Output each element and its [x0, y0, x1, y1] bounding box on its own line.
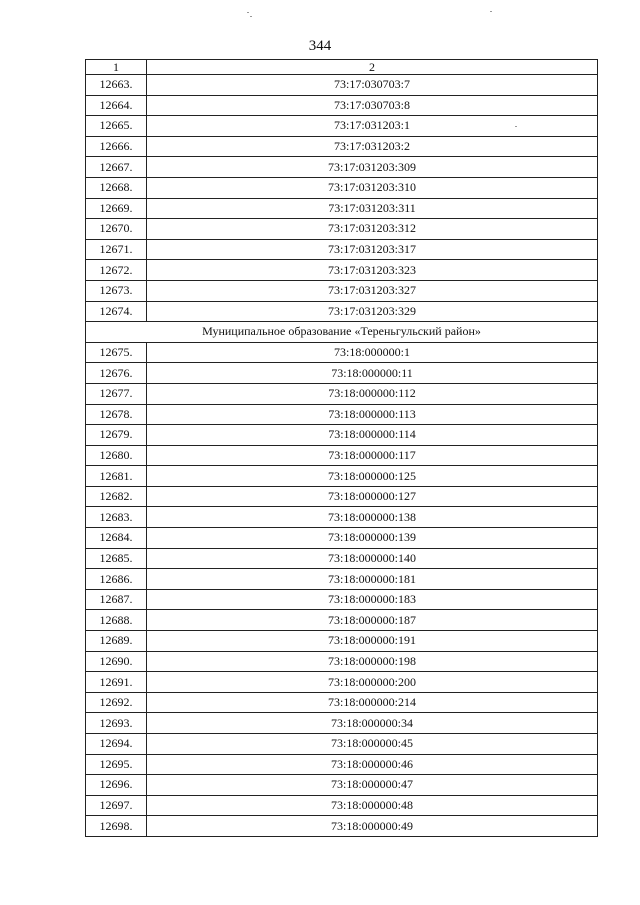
table-row — [86, 569, 598, 590]
row-number: 12685. — [86, 548, 147, 569]
table-row — [86, 219, 598, 240]
row-number: 12671. — [86, 239, 147, 260]
row-number: 12679. — [86, 425, 147, 446]
cadastral-number: 73:18:000000:1 — [147, 342, 598, 363]
row-number: 12663. — [86, 75, 147, 96]
cadastral-number: 73:17:031203:323 — [147, 260, 598, 281]
table-row — [86, 610, 598, 631]
table-row — [86, 713, 598, 734]
cadastral-number: 73:18:000000:48 — [147, 795, 598, 816]
table-row — [86, 116, 598, 137]
scan-speck — [490, 11, 492, 12]
table-row — [86, 136, 598, 157]
row-number: 12684. — [86, 528, 147, 549]
row-number: 12672. — [86, 260, 147, 281]
cadastral-number: 73:17:030703:8 — [147, 95, 598, 116]
table-row — [86, 198, 598, 219]
cadastral-number: 73:17:031203:1 — [147, 116, 598, 137]
table-row — [86, 486, 598, 507]
row-number: 12683. — [86, 507, 147, 528]
table-row — [86, 95, 598, 116]
section-row — [86, 322, 598, 343]
section-title: Муниципальное образование «Тереньгульский район» — [86, 322, 598, 343]
row-number: 12677. — [86, 383, 147, 404]
table-row — [86, 775, 598, 796]
row-number: 12670. — [86, 219, 147, 240]
cadastral-number: 73:17:031203:329 — [147, 301, 598, 322]
cadastral-number: 73:17:031203:327 — [147, 280, 598, 301]
cadastral-number: 73:18:000000:11 — [147, 363, 598, 384]
row-number: 12682. — [86, 486, 147, 507]
table-row — [86, 795, 598, 816]
row-number: 12693. — [86, 713, 147, 734]
row-number: 12665. — [86, 116, 147, 137]
cadastral-number: 73:18:000000:45 — [147, 734, 598, 755]
row-number: 12691. — [86, 672, 147, 693]
column-header-number: 1 — [86, 60, 147, 75]
table-row — [86, 631, 598, 652]
cadastral-number: 73:18:000000:187 — [147, 610, 598, 631]
table-row — [86, 75, 598, 96]
table-body — [86, 75, 598, 837]
row-number: 12681. — [86, 466, 147, 487]
cadastral-number: 73:18:000000:34 — [147, 713, 598, 734]
table-row — [86, 157, 598, 178]
cadastral-number: 73:17:031203:311 — [147, 198, 598, 219]
row-number: 12687. — [86, 589, 147, 610]
row-number: 12688. — [86, 610, 147, 631]
scan-speck — [515, 126, 517, 127]
table-row — [86, 466, 598, 487]
cadastral-number: 73:18:000000:125 — [147, 466, 598, 487]
table-row — [86, 363, 598, 384]
row-number: 12696. — [86, 775, 147, 796]
cadastral-number: 73:18:000000:127 — [147, 486, 598, 507]
row-number: 12694. — [86, 734, 147, 755]
row-number: 12686. — [86, 569, 147, 590]
cadastral-number: 73:18:000000:191 — [147, 631, 598, 652]
row-number: 12689. — [86, 631, 147, 652]
cadastral-number: 73:17:031203:309 — [147, 157, 598, 178]
table-row — [86, 507, 598, 528]
cadastral-number: 73:18:000000:47 — [147, 775, 598, 796]
cadastral-number: 73:18:000000:113 — [147, 404, 598, 425]
cadastral-number: 73:18:000000:183 — [147, 589, 598, 610]
row-number: 12675. — [86, 342, 147, 363]
table-row — [86, 425, 598, 446]
cadastral-number: 73:18:000000:198 — [147, 651, 598, 672]
table-row — [86, 528, 598, 549]
cadastral-number: 73:18:000000:114 — [147, 425, 598, 446]
table-row — [86, 672, 598, 693]
cadastral-number: 73:17:031203:310 — [147, 177, 598, 198]
cadastral-table — [85, 59, 598, 837]
cadastral-number: 73:17:031203:317 — [147, 239, 598, 260]
row-number: 12669. — [86, 198, 147, 219]
scan-speck — [250, 16, 252, 17]
row-number: 12692. — [86, 692, 147, 713]
table-header — [86, 60, 598, 75]
row-number: 12698. — [86, 816, 147, 837]
table-row — [86, 383, 598, 404]
cadastral-number: 73:18:000000:49 — [147, 816, 598, 837]
cadastral-number: 73:17:030703:7 — [147, 75, 598, 96]
table-row — [86, 301, 598, 322]
table-row — [86, 589, 598, 610]
row-number: 12678. — [86, 404, 147, 425]
cadastral-number: 73:17:031203:312 — [147, 219, 598, 240]
table-row — [86, 816, 598, 837]
row-number: 12690. — [86, 651, 147, 672]
row-number: 12680. — [86, 445, 147, 466]
table-row — [86, 754, 598, 775]
cadastral-number: 73:17:031203:2 — [147, 136, 598, 157]
row-number: 12667. — [86, 157, 147, 178]
table-row — [86, 280, 598, 301]
cadastral-number: 73:18:000000:139 — [147, 528, 598, 549]
scan-speck — [247, 12, 249, 13]
cadastral-number: 73:18:000000:200 — [147, 672, 598, 693]
page-number: 344 — [308, 38, 332, 54]
row-number: 12697. — [86, 795, 147, 816]
table-row — [86, 177, 598, 198]
table-row — [86, 651, 598, 672]
row-number: 12673. — [86, 280, 147, 301]
table-row — [86, 404, 598, 425]
table-row — [86, 260, 598, 281]
cadastral-number: 73:18:000000:117 — [147, 445, 598, 466]
cadastral-number: 73:18:000000:181 — [147, 569, 598, 590]
row-number: 12695. — [86, 754, 147, 775]
table-row — [86, 692, 598, 713]
cadastral-number: 73:18:000000:140 — [147, 548, 598, 569]
table-row — [86, 548, 598, 569]
row-number: 12676. — [86, 363, 147, 384]
table-row — [86, 734, 598, 755]
row-number: 12666. — [86, 136, 147, 157]
table-row — [86, 445, 598, 466]
cadastral-number: 73:18:000000:46 — [147, 754, 598, 775]
cadastral-number: 73:18:000000:214 — [147, 692, 598, 713]
cadastral-number: 73:18:000000:112 — [147, 383, 598, 404]
table-row — [86, 342, 598, 363]
row-number: 12668. — [86, 177, 147, 198]
column-header-cadastral-number: 2 — [147, 60, 598, 75]
row-number: 12674. — [86, 301, 147, 322]
cadastral-number: 73:18:000000:138 — [147, 507, 598, 528]
row-number: 12664. — [86, 95, 147, 116]
header-row — [86, 60, 598, 75]
table-row — [86, 239, 598, 260]
